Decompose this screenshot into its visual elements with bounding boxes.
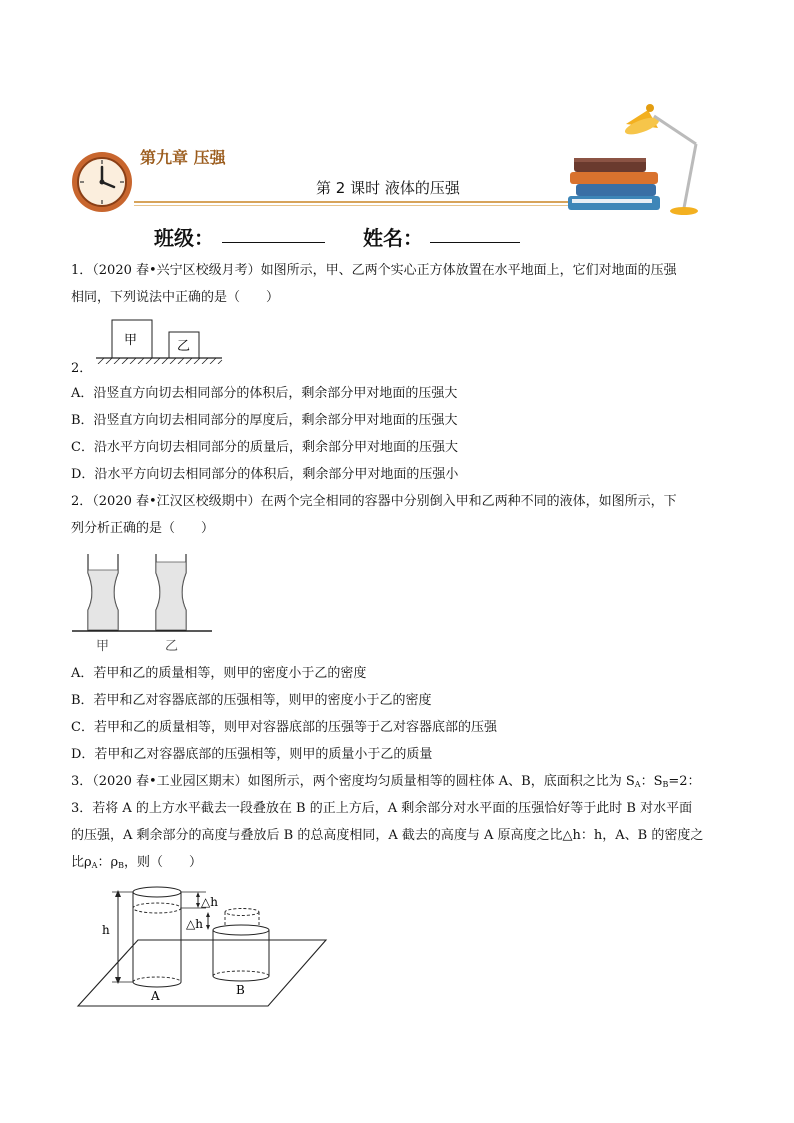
label-a: A	[151, 989, 160, 1003]
label-h: h	[102, 923, 110, 937]
stem-text: 比ρ	[71, 855, 92, 870]
question-stem-line: 1．（2020 春•兴宁区校级月考）如图所示，甲、乙两个实心正方体放置在水平地面上，它们对地面的压强	[71, 263, 677, 278]
name-field[interactable]	[430, 242, 520, 243]
question-stem-line	[71, 854, 202, 875]
stem-text: ：S	[640, 774, 663, 789]
class-label: 班级：	[154, 226, 214, 250]
subscript-a: A	[634, 780, 641, 789]
chapter-title: 第九章 压强	[140, 148, 226, 167]
class-field[interactable]	[222, 242, 325, 243]
label-delta-h-b: △h	[186, 917, 203, 931]
stem-text: 3．（2020 春•工业园区期末）如图所示，两个密度均匀质量相等的圆柱体 A、B，底面积之比为 S	[71, 774, 635, 789]
question-stem-line	[71, 773, 701, 794]
subscript-b: B	[118, 861, 124, 870]
header-rule	[134, 201, 604, 203]
figure-label-yi: 乙	[177, 339, 191, 354]
figure-label-yi: 乙	[165, 639, 179, 654]
option-b[interactable]: B．若甲和乙对容器底部的压强相等，则甲的密度小于乙的密度	[71, 693, 432, 708]
stem-text: =2：	[668, 774, 701, 789]
books-lamp-illustration	[566, 100, 706, 218]
option-c[interactable]: C．若甲和乙的质量相等，则甲对容器底部的压强等于乙对容器底部的压强	[71, 720, 497, 735]
label-delta-h-a: △h	[201, 895, 218, 909]
question-stem-line: 相同，下列说法中正确的是（ ）	[71, 290, 280, 305]
option-d[interactable]: D．沿水平方向切去相同部分的体积后，剩余部分甲对地面的压强小	[71, 467, 459, 482]
label-b: B	[236, 983, 245, 997]
cubes-figure	[94, 318, 224, 364]
question-stem-line: 3．若将 A 的上方水平截去一段叠放在 B 的正上方后，A 剩余部分对水平面的压强恰好等于此时 B 对水平面	[71, 801, 693, 816]
name-label: 姓名：	[363, 226, 423, 250]
question-stem-line: 列分析正确的是（ ）	[71, 521, 215, 536]
option-a[interactable]: A．若甲和乙的质量相等，则甲的密度小于乙的密度	[71, 666, 367, 681]
question-number-line: 2．	[71, 361, 93, 376]
question-stem-line: 的压强，A 剩余部分的高度与叠放后 B 的总高度相同，A 截去的高度与 A 原高度之比△h：h，A、B 的密度之	[71, 828, 704, 843]
subscript-b: B	[662, 780, 669, 789]
stem-text: ，则（ ）	[123, 855, 202, 870]
cylinders-figure	[76, 882, 332, 1010]
option-d[interactable]: D．若甲和乙对容器底部的压强相等，则甲的质量小于乙的质量	[71, 747, 433, 762]
figure-label-jia: 甲	[124, 333, 138, 348]
option-c[interactable]: C．沿水平方向切去相同部分的质量后，剩余部分甲对地面的压强大	[71, 440, 458, 455]
stem-text: ：ρ	[97, 855, 119, 870]
clock-icon	[70, 150, 134, 214]
option-a[interactable]: A．沿竖直方向切去相同部分的体积后，剩余部分甲对地面的压强大	[71, 386, 458, 401]
lesson-title: 第 2 课时 液体的压强	[316, 179, 460, 197]
option-b[interactable]: B．沿竖直方向切去相同部分的厚度后，剩余部分甲对地面的压强大	[71, 413, 458, 428]
subscript-a: A	[91, 861, 98, 870]
containers-figure	[72, 548, 212, 656]
question-stem-line: 2．（2020 春•江汉区校级期中）在两个完全相同的容器中分别倒入甲和乙两种不同的液体，如图所示，下	[71, 494, 677, 509]
header-rule-thin	[134, 205, 604, 206]
figure-label-jia: 甲	[96, 639, 110, 654]
